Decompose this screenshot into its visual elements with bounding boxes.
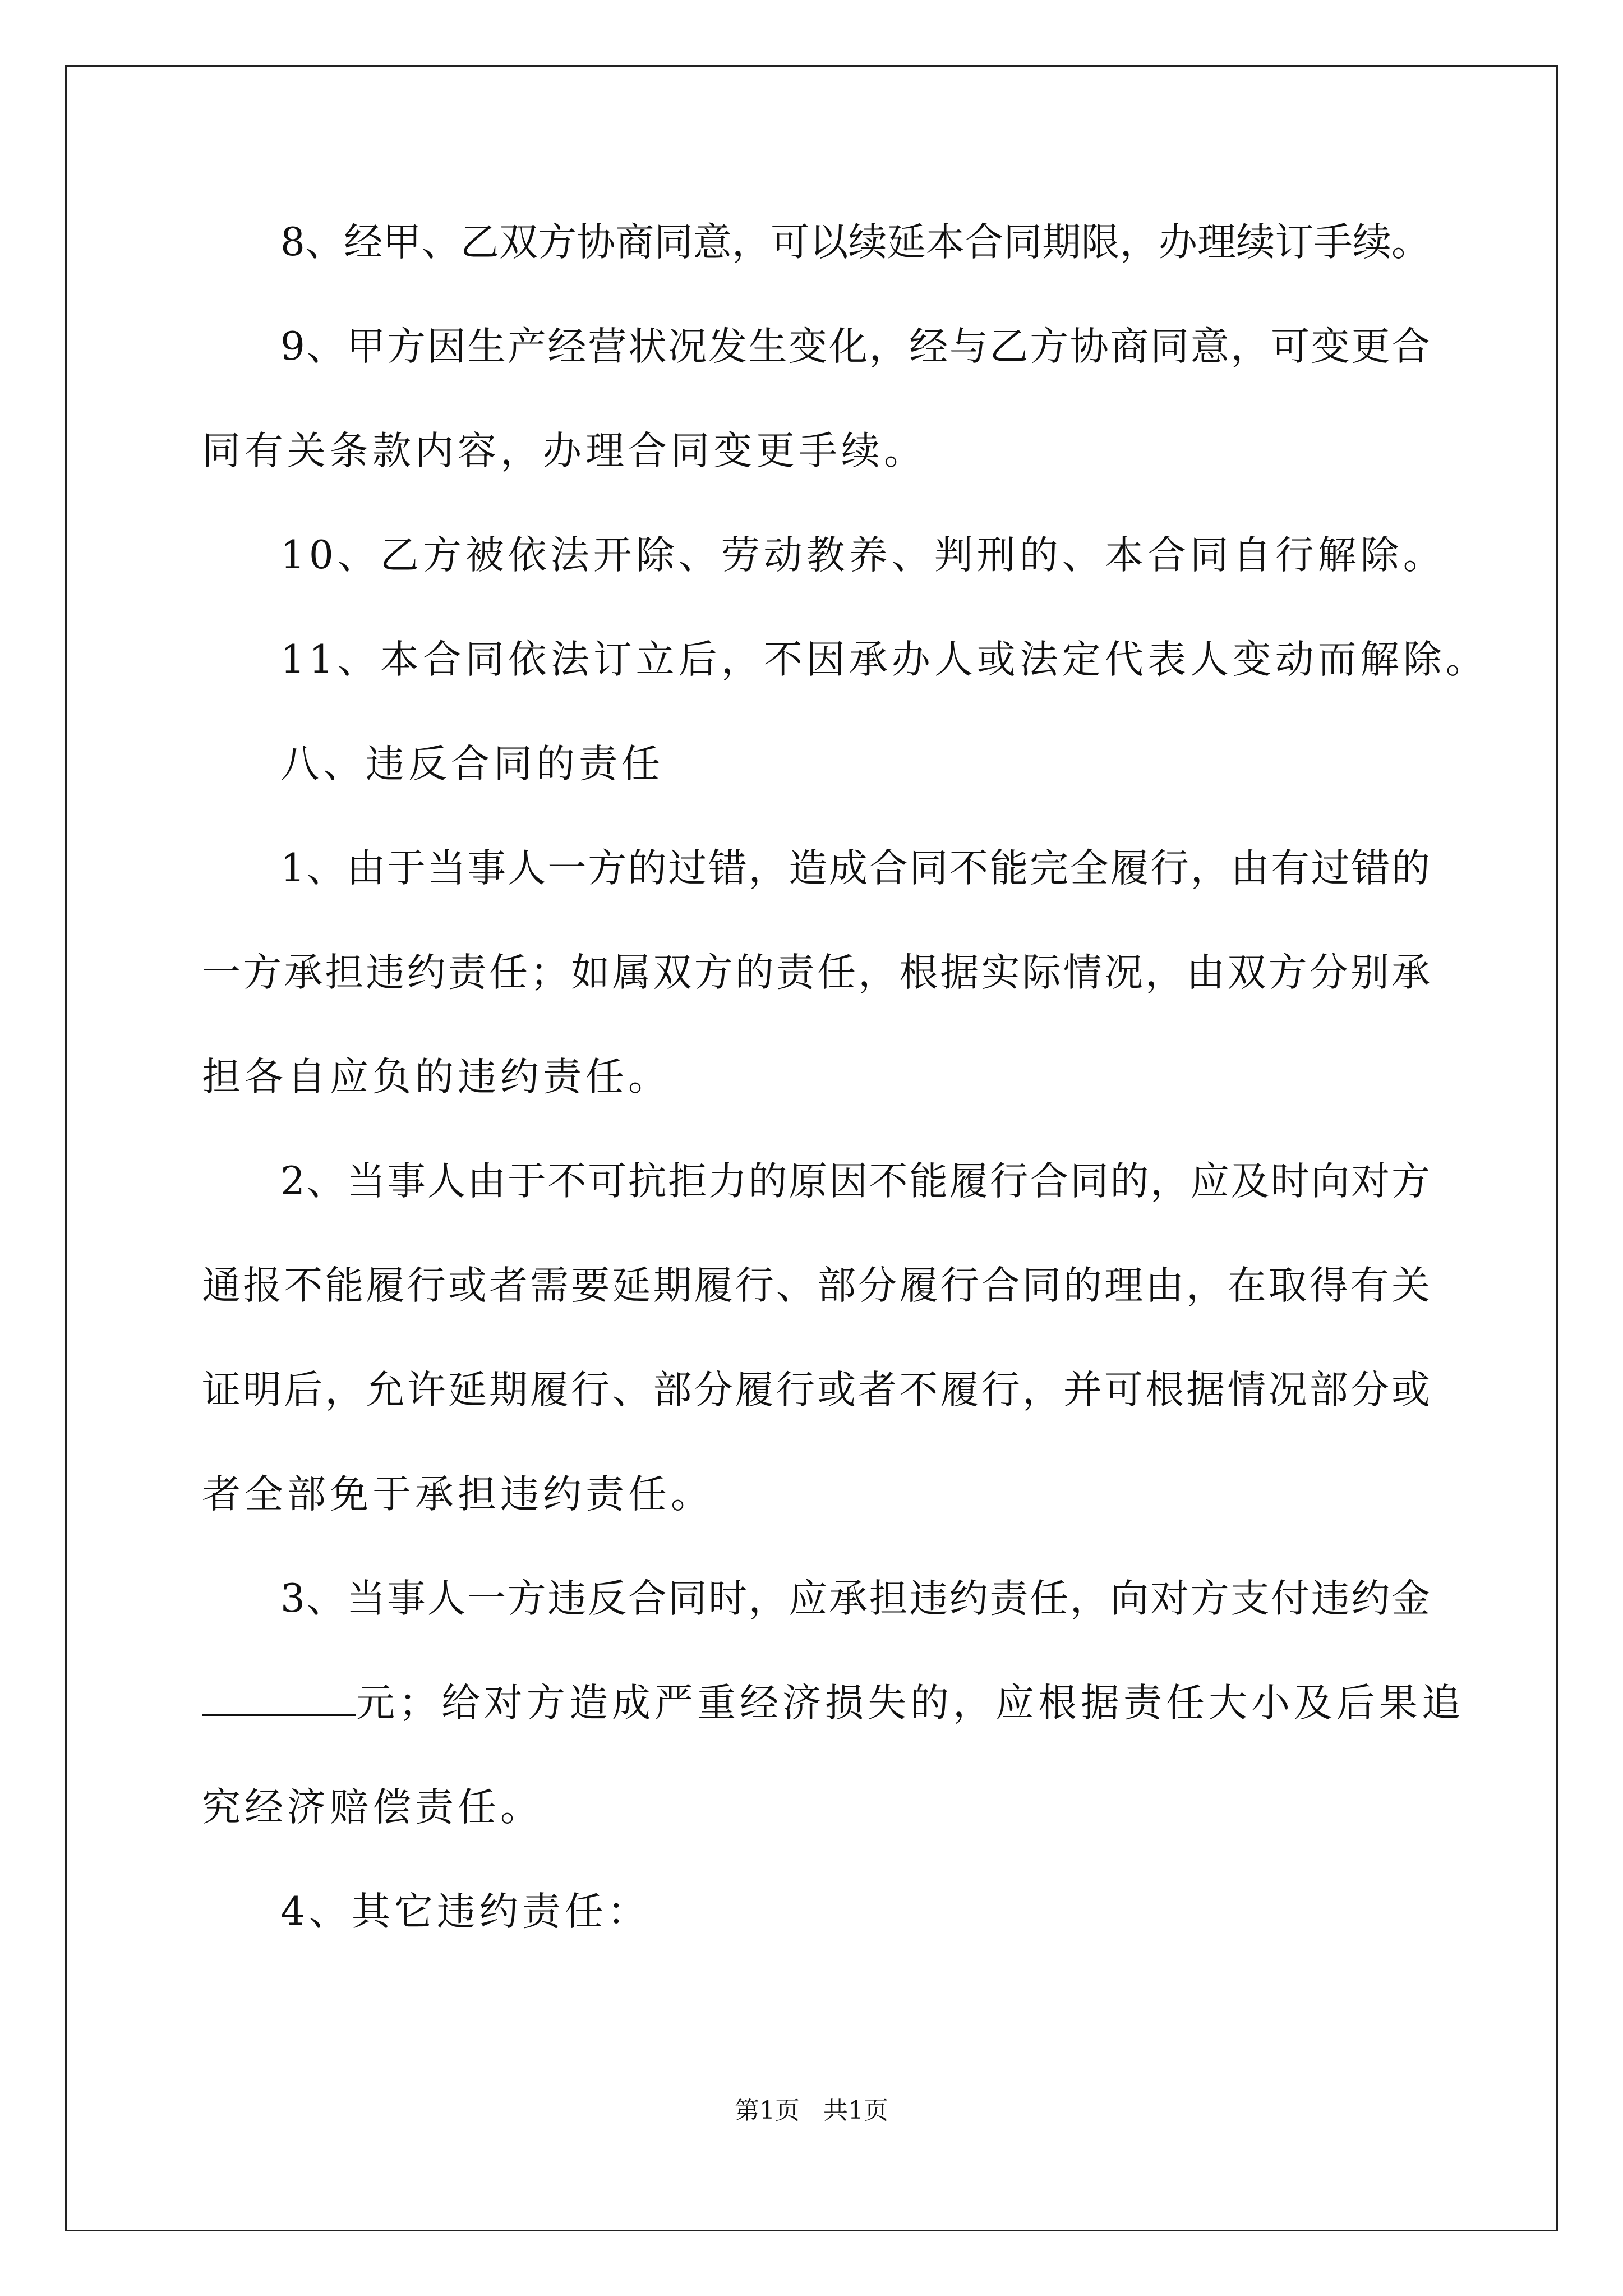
clause-9-line-1: 9、甲方因生产经营状况发生变化，经与乙方协商同意，可变更合 bbox=[280, 324, 1430, 369]
page-footer: 第1页 共1页 bbox=[735, 2096, 888, 2125]
section-heading-breach-liability: 八、违反合同的责任 bbox=[280, 742, 664, 786]
liability-2-line-3: 证明后，允许延期履行、部分履行或者不履行，并可根据情况部分或 bbox=[202, 1368, 1430, 1412]
liability-2-line-2: 通报不能履行或者需要延期履行、部分履行合同的理由，在取得有关 bbox=[202, 1263, 1430, 1308]
liability-1-line-2: 一方承担违约责任；如属双方的责任，根据实际情况，由双方分别承 bbox=[202, 950, 1430, 995]
liability-4-line-1: 4、其它违约责任： bbox=[280, 1889, 650, 1934]
clause-10-line-1: 10、乙方被依法开除、劳动教养、判刑的、本合同自行解除。 bbox=[280, 533, 1446, 578]
liability-3-line-2-text: 元；给对方造成严重经济损失的，应根据责任大小及后果追 bbox=[356, 1681, 1464, 1726]
clause-11-line-1: 11、本合同依法订立后，不因承办人或法定代表人变动而解除。 bbox=[280, 637, 1488, 682]
clause-9-line-2: 同有关条款内容，办理合同变更手续。 bbox=[202, 429, 926, 473]
liability-3-line-3: 究经济赔偿责任。 bbox=[202, 1785, 543, 1830]
penalty-amount-blank bbox=[202, 1682, 356, 1716]
liability-2-line-4: 者全部免于承担违约责任。 bbox=[202, 1472, 713, 1517]
liability-1-line-3: 担各自应负的违约责任。 bbox=[202, 1055, 671, 1099]
liability-3-line-1: 3、当事人一方违反合同时，应承担违约责任，向对方支付违约金 bbox=[280, 1576, 1430, 1621]
liability-2-line-1: 2、当事人由于不可抗拒力的原因不能履行合同的，应及时向对方 bbox=[280, 1159, 1430, 1204]
liability-3-line-2 bbox=[202, 1681, 1464, 1726]
clause-8-line-1: 8、经甲、乙双方协商同意，可以续延本合同期限，办理续订手续。 bbox=[280, 220, 1430, 265]
liability-1-line-1: 1、由于当事人一方的过错，造成合同不能完全履行，由有过错的 bbox=[280, 846, 1430, 891]
